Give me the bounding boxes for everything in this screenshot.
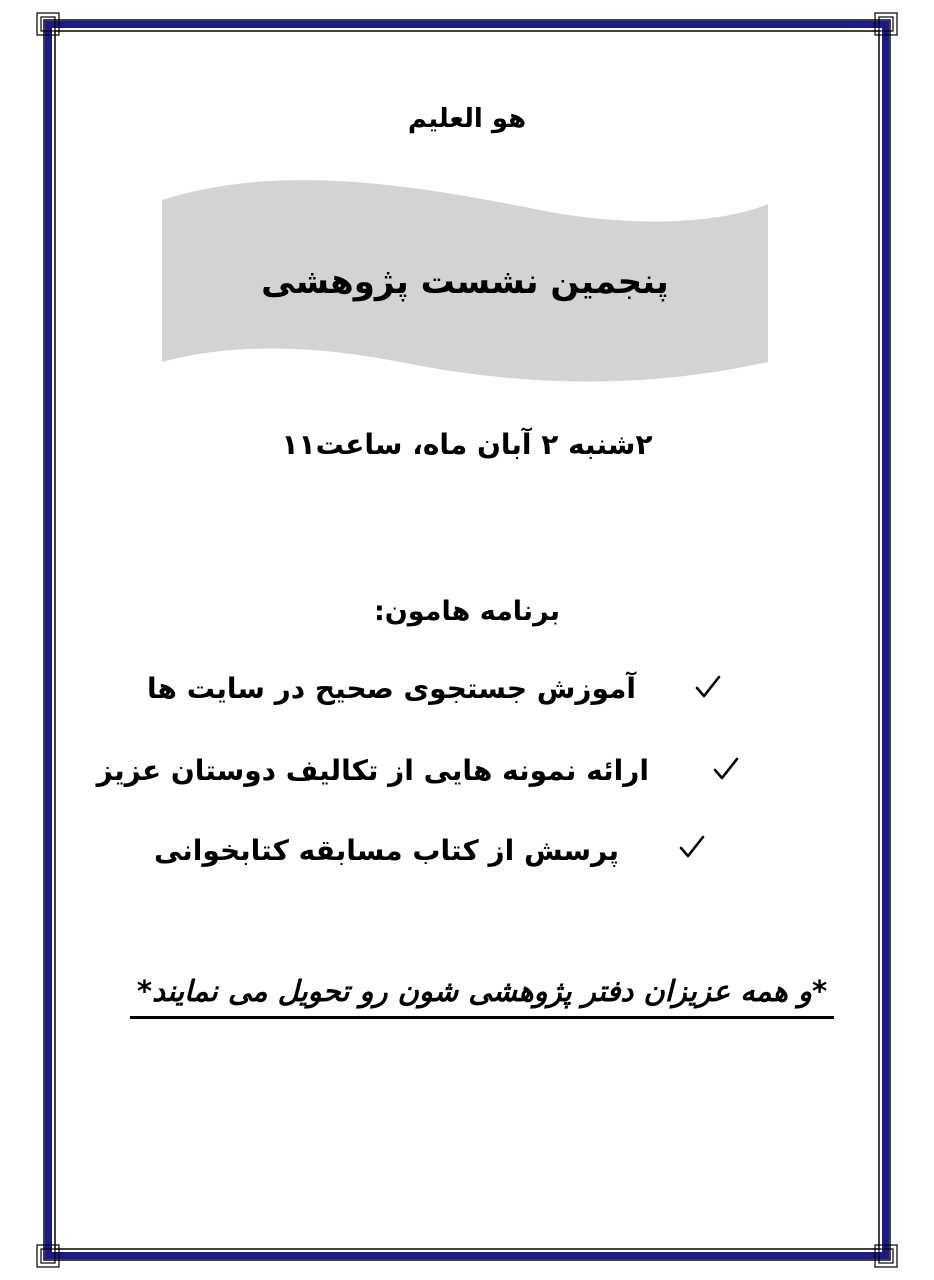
program-item: آموزش جستجوی صحیح در سایت ها: [147, 672, 636, 705]
checkmark-icon: [694, 674, 722, 700]
header-text: هو العلیم: [407, 104, 527, 134]
event-date: ۲شنبه ۲ آبان ماه، ساعت۱۱: [281, 428, 653, 461]
footer-note: *و همه عزیزان دفتر پژوهشی شون رو تحویل می نمایند*: [130, 974, 834, 1019]
program-item: پرسش از کتاب مسابقه کتابخوانی: [153, 834, 619, 867]
checkmark-icon: [712, 756, 740, 782]
checkmark-icon: [678, 834, 706, 860]
banner-title: پنجمین نشست پژوهشی: [261, 262, 669, 302]
program-item: ارائه نمونه هایی از تکالیف دوستان عزیز: [96, 754, 649, 787]
program-heading: برنامه هامون:: [373, 596, 560, 627]
